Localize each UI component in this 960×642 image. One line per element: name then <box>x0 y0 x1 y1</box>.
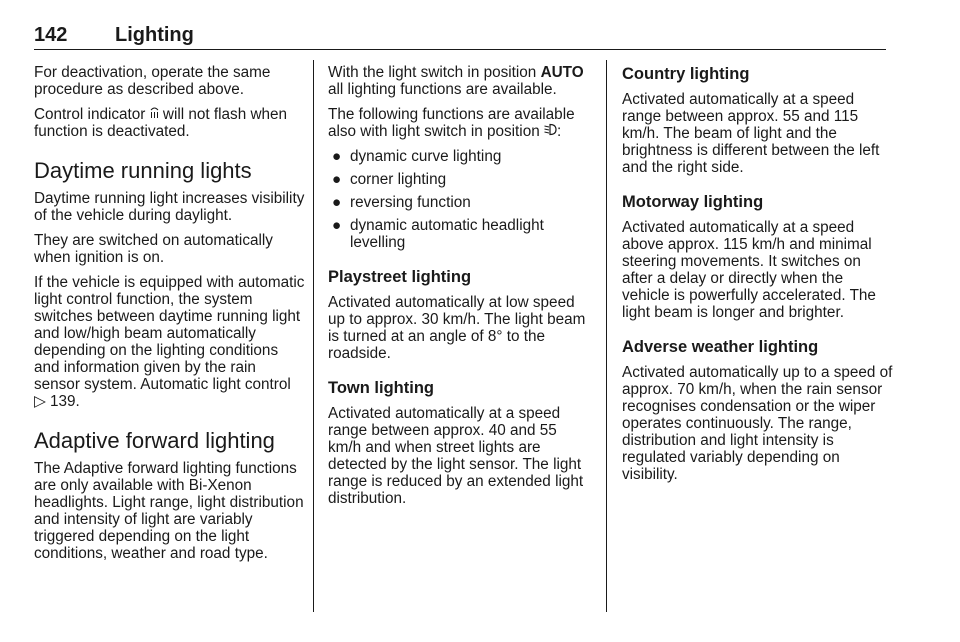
heading-playstreet-lighting: Playstreet lighting <box>328 268 472 286</box>
paragraph: Activated automatically at a speed range between approx. 40 and 55 km/h and when street lights are detected by the light sensor. The light range is reduced by an extended light distribution. <box>328 405 584 507</box>
heading-town-lighting: Town lighting <box>328 379 434 397</box>
page-number: 142 <box>34 24 68 46</box>
page-reference-link[interactable]: 139. <box>50 393 80 410</box>
paragraph: They are switched on automatically when ignition is on. <box>34 232 273 266</box>
paragraph: Activated automatically up to a speed of approx. 70 km/h, when the rain sensor recognises condensation or the wiper operates continuously. The range, distribution and light intensity is regulated variably depending on visibility. <box>622 364 893 483</box>
paragraph: Daytime running light increases visibility of the vehicle during daylight. <box>34 190 305 224</box>
list-item: ● reversing function <box>332 194 471 211</box>
page-header <box>34 24 884 52</box>
auto-label: AUTO <box>540 64 584 81</box>
text: The following functions are available also with light switch in position <box>328 106 575 140</box>
paragraph: The Adaptive forward lighting functions are only available with Bi-Xenon headlights. Light range, light distribution and intensity of light are variably triggered depending on the light conditions, weather and road type. <box>34 460 304 562</box>
column-divider <box>313 60 314 612</box>
heading-adaptive-forward-lighting: Adaptive forward lighting <box>34 428 275 453</box>
paragraph: Activated automatically at a speed range between approx. 55 and 115 km/h. The beam of light and the brightness is different between the left and the right side. <box>622 91 880 176</box>
text: will not flash when function is deactivated. <box>34 106 288 140</box>
text: If the vehicle is equipped with automatic light control function, the system switches between daytime running light and low/high beam automatically depending on the lighting conditions and information given by the rain sensor system. Automatic light control <box>34 274 305 393</box>
heading-motorway-lighting: Motorway lighting <box>622 193 764 211</box>
column-3 <box>622 64 894 491</box>
low-beam-icon <box>544 123 557 140</box>
paragraph <box>34 274 306 410</box>
paragraph: For deactivation, operate the same procedure as described above. <box>34 64 271 98</box>
paragraph: Activated automatically at a speed above approx. 115 km/h and minimal steering movements. It switches on after a delay or directly when the vehicle is powerfully accelerated. The light beam is longer and brighter. <box>622 219 876 321</box>
function-list <box>328 148 588 251</box>
column-1 <box>34 64 306 570</box>
list-item: ● dynamic automatic headlight levelling <box>332 217 544 251</box>
text: Control indicator <box>34 106 150 123</box>
section-title: Lighting <box>115 24 194 46</box>
light-indicator-icon <box>150 106 159 123</box>
column-2 <box>328 64 588 515</box>
heading-daytime-running-lights: Daytime running lights <box>34 158 252 183</box>
text: : <box>556 123 562 140</box>
list-item: ● dynamic curve lighting <box>332 148 502 165</box>
heading-adverse-weather-lighting: Adverse weather lighting <box>622 338 819 356</box>
paragraph: Activated automatically at low speed up to approx. 30 km/h. The light beam is turned at an angle of 8° to the roadside. <box>328 294 586 362</box>
column-divider <box>606 60 607 612</box>
heading-country-lighting: Country lighting <box>622 65 750 83</box>
list-item: ● corner lighting <box>332 171 447 188</box>
paragraph <box>328 106 588 140</box>
text: all lighting functions are available. <box>328 81 557 98</box>
page-reference-icon[interactable]: ▷ <box>34 393 46 410</box>
paragraph <box>34 106 306 140</box>
header-rule <box>34 49 886 50</box>
text: With the light switch in position <box>328 64 541 81</box>
paragraph <box>328 64 588 98</box>
